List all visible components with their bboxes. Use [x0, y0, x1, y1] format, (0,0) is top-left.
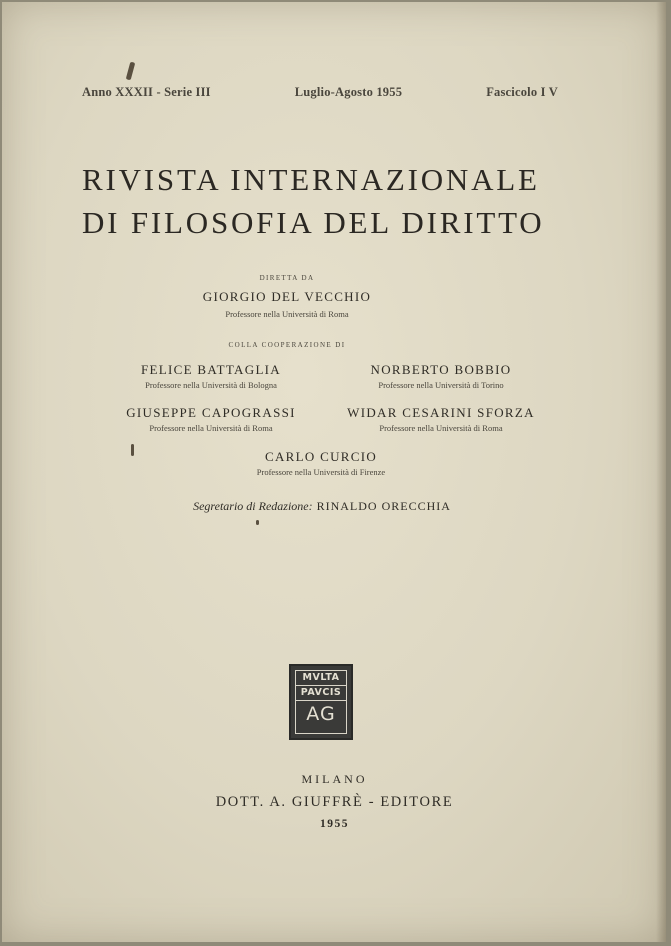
ink-mark	[126, 62, 135, 81]
contributor	[336, 362, 546, 390]
issue-header	[82, 85, 558, 100]
contributor-affiliation: Professore nella Università di Firenze	[256, 467, 386, 477]
publication-year: 1955	[320, 818, 349, 830]
secretary-label: Segretario di Redazione:	[193, 499, 313, 513]
contributor-name: NORBERTO BOBBIO	[370, 362, 512, 377]
contributor-name: WIDAR CESARINI SFORZA	[347, 405, 535, 420]
director-name: GIORGIO DEL VECCHIO	[202, 289, 372, 304]
ink-mark	[256, 520, 259, 525]
cooperation-label: COLLA COOPERAZIONE DI	[228, 341, 346, 349]
contributor	[216, 449, 426, 477]
publisher-city: MILANO	[301, 772, 368, 786]
journal-title-line1: RIVISTA INTERNAZIONALE	[82, 162, 540, 197]
contributor-affiliation: Professore nella Università di Roma	[149, 423, 273, 433]
secretary-name: RINALDO ORECCHIA	[316, 499, 451, 513]
publisher-name: DOTT. A. GIUFFRÈ - EDITORE	[215, 794, 454, 810]
contributor-name: CARLO CURCIO	[264, 449, 378, 464]
logo-text-ag: AG	[306, 703, 336, 725]
contributor-affiliation: Professore nella Università di Bologna	[145, 380, 277, 390]
contributor-name: GIUSEPPE CAPOGRASSI	[126, 405, 296, 420]
contributor	[336, 405, 546, 433]
ink-mark	[131, 444, 134, 456]
issue-date: Luglio-Agosto 1955	[294, 85, 403, 99]
contributor	[106, 405, 316, 433]
editorial-secretary	[82, 499, 562, 514]
page-edge-shadow	[656, 2, 666, 942]
publisher-logo-frame	[295, 670, 347, 734]
journal-cover	[2, 2, 666, 942]
volume-series: Anno XXXII - Serie III	[82, 85, 211, 99]
logo-text-multa: MVLTA	[296, 671, 346, 686]
contributor-name: FELICE BATTAGLIA	[141, 362, 281, 377]
director-affiliation: Professore nella Università di Roma	[225, 309, 349, 319]
directed-by-label: DIRETTA DA	[259, 274, 315, 282]
contributor-affiliation: Professore nella Università di Roma	[379, 423, 503, 433]
contributor	[106, 362, 316, 390]
logo-text-paucis: PAVCIS	[296, 686, 346, 701]
journal-title-line2: DI FILOSOFIA DEL DIRITTO	[82, 205, 545, 240]
contributor-affiliation: Professore nella Università di Torino	[378, 380, 504, 390]
publisher-logo	[289, 664, 353, 740]
issue-number: Fascicolo I V	[486, 85, 558, 99]
